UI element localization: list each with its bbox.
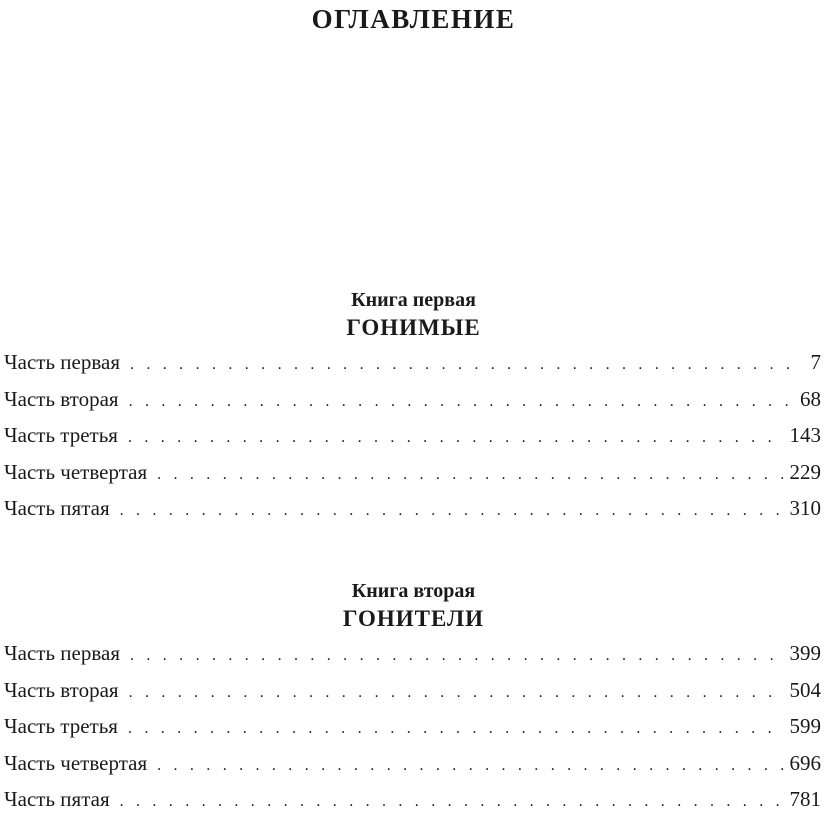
toc-entry-label: Часть пятая xyxy=(4,787,110,811)
toc-entry-page: 310 xyxy=(789,496,821,520)
book-title: ГОНИМЫЕ xyxy=(346,315,481,340)
page-title: ОГЛАВЛЕНИЕ xyxy=(311,4,516,34)
toc-entry[interactable] xyxy=(0,344,827,381)
toc-entry-page: 504 xyxy=(789,677,821,702)
toc-entry-page: 143 xyxy=(789,423,821,447)
book-label: Книга вторая xyxy=(351,580,476,602)
toc-entry-label: Часть первая xyxy=(4,641,120,665)
toc-entry[interactable] xyxy=(0,381,827,418)
toc-entry[interactable] xyxy=(0,490,827,527)
book-section-2 xyxy=(0,579,827,818)
toc-entry[interactable] xyxy=(0,708,827,745)
toc-entry[interactable] xyxy=(0,454,827,491)
toc-entry-label: Часть вторая xyxy=(4,386,119,411)
toc-entry-page: 781 xyxy=(789,787,821,811)
toc-entry[interactable] xyxy=(0,781,827,818)
toc-list xyxy=(0,344,827,527)
toc-entry-page: 7 xyxy=(810,350,821,374)
dot-leader xyxy=(130,638,784,675)
toc-entry-page: 229 xyxy=(789,459,821,484)
toc-entry-page: 399 xyxy=(789,641,821,665)
dot-leader xyxy=(157,457,783,494)
dot-leader xyxy=(120,493,784,530)
toc-entry[interactable] xyxy=(0,417,827,454)
book-title: ГОНИТЕЛИ xyxy=(342,606,485,631)
toc-entry-page: 599 xyxy=(789,714,821,738)
dot-leader xyxy=(120,784,784,821)
toc-entry-page: 696 xyxy=(789,750,821,775)
dot-leader xyxy=(129,675,784,712)
toc-entry[interactable] xyxy=(0,672,827,709)
dot-leader xyxy=(130,347,793,384)
dot-leader xyxy=(129,384,793,421)
toc-entry[interactable] xyxy=(0,745,827,782)
toc-list xyxy=(0,635,827,818)
book-label: Книга первая xyxy=(351,289,476,311)
dot-leader xyxy=(157,748,783,785)
toc-entry-label: Часть вторая xyxy=(4,677,119,702)
book-section-1 xyxy=(0,288,827,527)
toc-entry-label: Часть третья xyxy=(4,714,118,738)
toc-entry-label: Часть четвертая xyxy=(4,750,148,775)
toc-entry-label: Часть пятая xyxy=(4,496,110,520)
toc-entry-page: 68 xyxy=(800,386,821,411)
toc-entry[interactable] xyxy=(0,635,827,672)
toc-entry-label: Часть первая xyxy=(4,350,120,374)
dot-leader xyxy=(128,420,784,457)
toc-entry-label: Часть третья xyxy=(4,423,118,447)
dot-leader xyxy=(128,711,784,748)
toc-entry-label: Часть четвертая xyxy=(4,459,148,484)
